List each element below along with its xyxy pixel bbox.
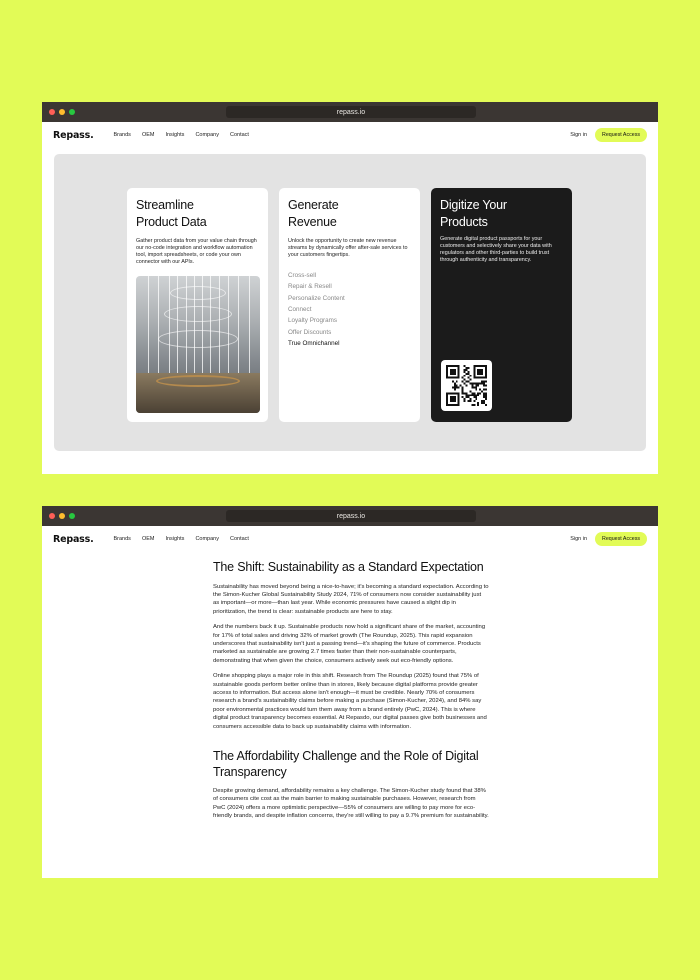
browser-chrome — [42, 102, 658, 122]
window-controls — [49, 513, 75, 519]
nav-item-oem[interactable]: OEM — [141, 132, 155, 138]
site-nav — [42, 122, 658, 148]
window-controls — [49, 109, 75, 115]
card-title-line: Digitize Your — [440, 198, 507, 212]
card-body: Gather product data from your value chain through our no-code integration and workflow automation tool, import spreadsheets, or code your own connector with our APIs. — [136, 238, 257, 265]
qr-code-icon[interactable] — [441, 360, 492, 411]
nav-item-brands[interactable]: Brands — [113, 536, 131, 542]
address-bar[interactable]: repass.io — [226, 106, 476, 118]
card-body: Unlock the opportunity to create new revenue streams by dynamically offer after-sale services to your customers fingertips. — [288, 238, 408, 258]
card-revenue — [279, 188, 420, 422]
card-title-line: Products — [440, 214, 488, 229]
nav-item-brands[interactable]: Brands — [113, 132, 131, 138]
link-personalize-content[interactable]: Personalize Content — [288, 294, 345, 302]
article-paragraph: Sustainability has moved beyond being a nice-to-have; it's becoming a standard expectation. According to the Simon-Kucher Global Sustainability Study 2024, 71% of consumers now consider sustainability just as important—or more—than last year. While economic pressures have caused a slight dip in prioritization, the trend is clear: sustainable products are here to stay. — [213, 583, 489, 615]
minimize-dot-icon[interactable] — [59, 109, 65, 115]
link-cross-sell[interactable]: Cross-sell — [288, 271, 316, 279]
revenue-links — [288, 270, 411, 350]
article-paragraph: Despite growing demand, affordability remains a key challenge. The Simon-Kucher study found that 38% of consumers cite cost as the main barrier to making sustainable purchases. However, research from PwC (2024) offers a more optimistic perspective—55% of consumers are willing to pay more for eco-friendly brands, and despite inflation concerns, they're still willing to pay a 9.7% premium for sustainability. — [213, 788, 489, 820]
nav-item-company[interactable]: Company — [195, 132, 219, 138]
card-body: Generate digital product passports for your customers and selectively share your data with regulators and other third-parties to build trust through authenticity and transparency. — [440, 236, 552, 263]
maximize-dot-icon[interactable] — [69, 513, 75, 519]
article-body — [213, 560, 489, 828]
logo[interactable]: Repass. — [53, 533, 94, 545]
nav-menu — [114, 536, 249, 542]
sign-in-link[interactable]: Sign in — [570, 536, 588, 542]
nav-item-insights[interactable]: Insights — [165, 132, 185, 138]
link-repair-resell[interactable]: Repair & Resell — [288, 283, 332, 291]
article-paragraph: And the numbers back it up. Sustainable products now hold a significant share of the market, accounting for 17% of total sales and driving 32% of market growth (The Roundup, 2025). This rapid expansion underscores that sustainability isn't just a passing trend—it's shaping the future of commerce. Products marketed as sustainable are growing 2.7 times faster than their non-sustainable counterparts, demonstrating that when given the choice, consumers actively seek out eco-friendly options. — [213, 624, 486, 664]
request-access-button[interactable]: Request Access — [595, 532, 647, 546]
link-connect[interactable]: Connect — [288, 305, 312, 313]
browser-window-bottom — [42, 506, 658, 878]
logo[interactable]: Repass. — [53, 129, 94, 141]
site-nav — [42, 526, 658, 552]
nav-menu — [114, 132, 249, 138]
maximize-dot-icon[interactable] — [69, 109, 75, 115]
card-title — [136, 197, 259, 230]
request-access-button[interactable]: Request Access — [595, 128, 647, 142]
card-title-line: Product Data — [136, 214, 207, 229]
close-dot-icon[interactable] — [49, 109, 55, 115]
article-heading: The Affordability Challenge and the Role of Digital Transparency — [213, 749, 479, 779]
link-true-omnichannel[interactable]: True Omnichannel — [288, 340, 340, 348]
nav-item-company[interactable]: Company — [195, 536, 219, 542]
browser-window-top — [42, 102, 658, 474]
link-offer-discounts[interactable]: Offer Discounts — [288, 328, 332, 336]
nav-item-oem[interactable]: OEM — [141, 536, 155, 542]
card-title-line: Revenue — [288, 214, 337, 229]
nav-actions — [570, 128, 647, 142]
card-title-line: Generate — [288, 198, 339, 212]
address-bar[interactable]: repass.io — [226, 510, 476, 522]
article-heading: The Shift: Sustainability as a Standard Expectation — [213, 560, 484, 574]
card-title — [440, 197, 563, 230]
atrium-photo — [136, 276, 260, 413]
nav-item-contact[interactable]: Contact — [229, 132, 249, 138]
close-dot-icon[interactable] — [49, 513, 55, 519]
article-paragraph: Online shopping plays a major role in this shift. Research from The Roundup (2025) found that 75% of sustainable goods perform better online than in stores, likely because digital platforms provide greater access to information. But access alone isn't enough—it must be credible. Nearly 70% of consumers research a brand's sustainability claims before making a purchase (Simon-Kucher, 2024), and 84% say poor environmental practices would turn them away from a brand entirely (PwC, 2024). This is where digital product transparency becomes essential. At Repasdo, our digital passes give both businesses and consumers accessible data to back up sustainability claims with information. — [213, 673, 487, 730]
nav-item-contact[interactable]: Contact — [229, 536, 249, 542]
sign-in-link[interactable]: Sign in — [570, 132, 588, 138]
nav-item-insights[interactable]: Insights — [165, 536, 185, 542]
card-digitize — [431, 188, 572, 422]
card-streamline — [127, 188, 268, 422]
card-title-line: Streamline — [136, 198, 194, 212]
card-title — [288, 197, 411, 230]
features-panel — [54, 154, 646, 451]
link-loyalty-programs[interactable]: Loyalty Programs — [288, 317, 337, 325]
minimize-dot-icon[interactable] — [59, 513, 65, 519]
browser-chrome — [42, 506, 658, 526]
nav-actions — [570, 532, 647, 546]
